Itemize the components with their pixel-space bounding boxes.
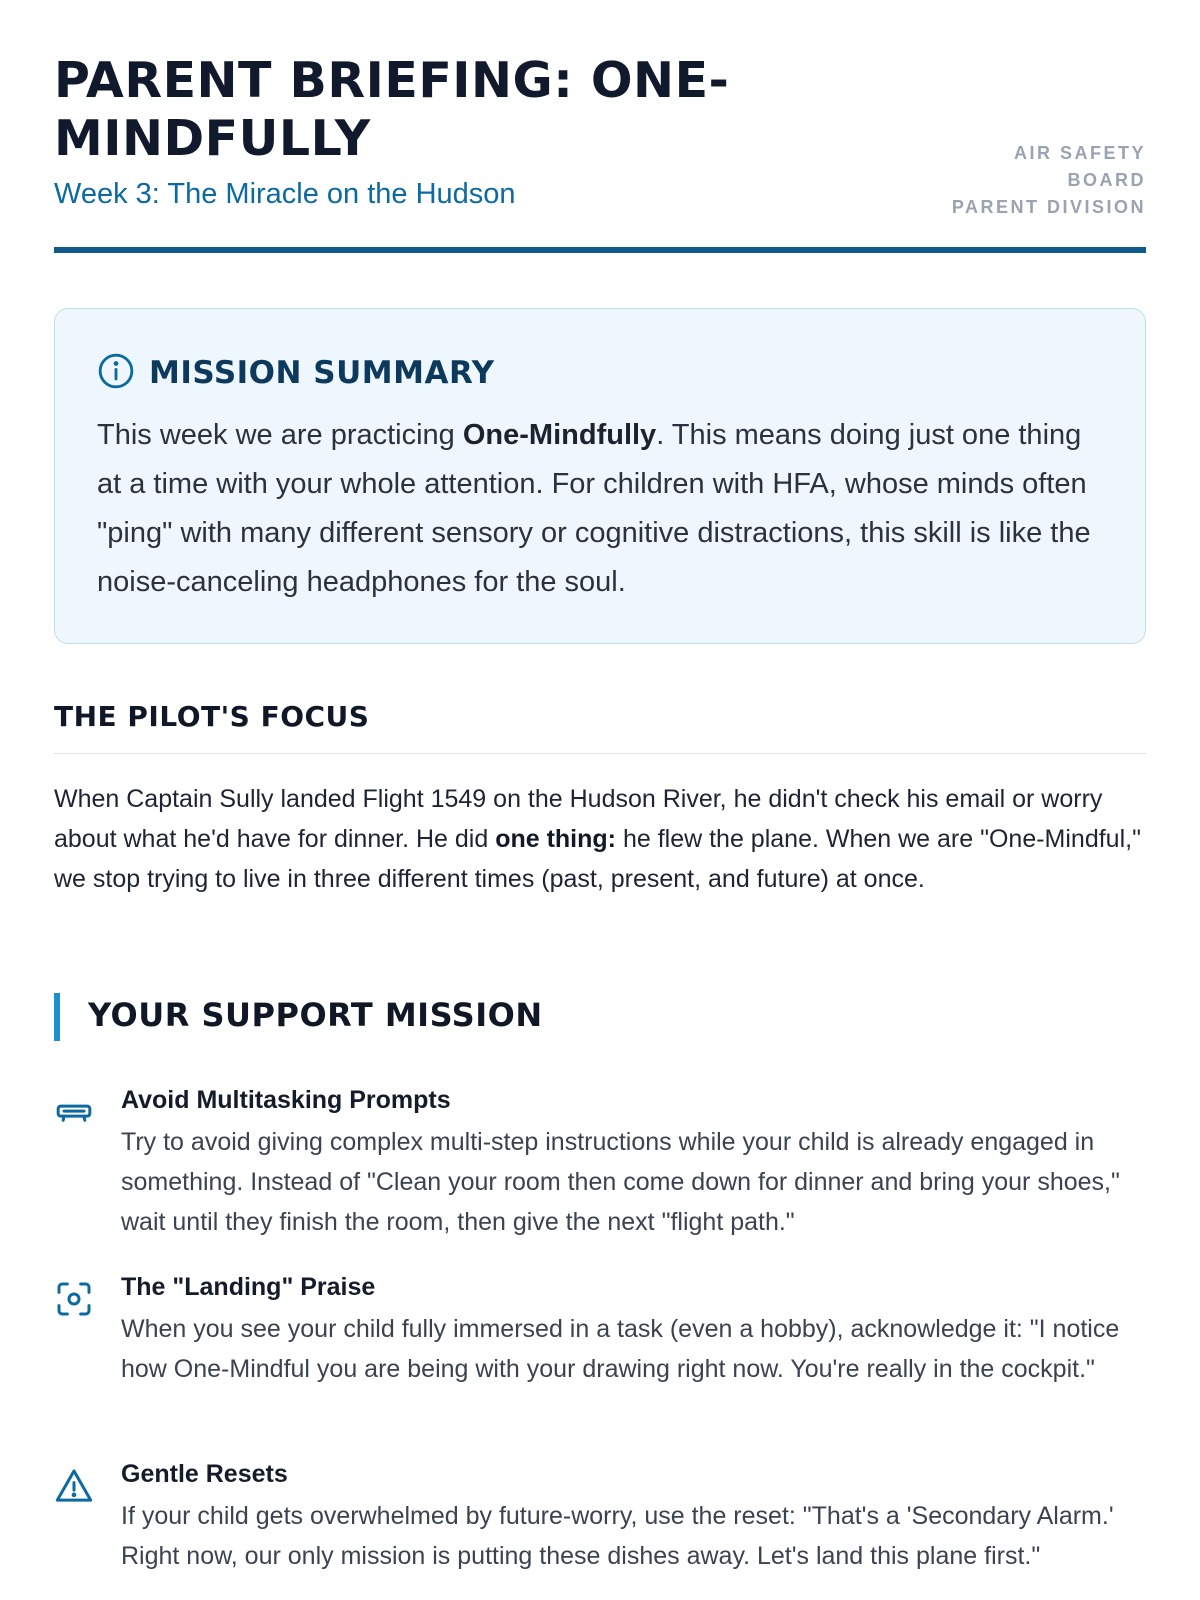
info-icon	[97, 352, 149, 395]
support-item-title: The "Landing" Praise	[121, 1273, 376, 1301]
org-label	[886, 140, 1146, 221]
org-line-3: PARENT DIVISION	[951, 197, 1146, 217]
pilot-text-end: he flew the plane. When we are "One-Mindful," we stop trying to live in three different times (past, present, and future) at once.	[54, 825, 1141, 893]
page-title: PARENT BRIEFING: ONE-MINDFULLY	[54, 52, 730, 167]
summary-text-end: . This means doing just one thing at a time with your whole attention. For children with HFA, whose minds often "ping" with many different sensory or cognitive distractions, this skill is like the noise-canceling headphones for the soul.	[97, 419, 1091, 598]
support-item-title: Gentle Resets	[121, 1460, 288, 1488]
mission-summary-box	[54, 308, 1146, 644]
org-line-1: AIR SAFETY	[1013, 143, 1146, 163]
page-subtitle: Week 3: The Miracle on the Hudson	[54, 178, 516, 210]
focus-icon	[54, 1279, 94, 1319]
header-divider	[54, 247, 1146, 253]
pilot-text-emphasis: one thing:	[495, 825, 616, 853]
support-accent-bar	[54, 993, 60, 1041]
support-item-title: Avoid Multitasking Prompts	[121, 1086, 451, 1114]
pilot-focus-text	[54, 779, 1146, 899]
mission-summary-heading	[97, 353, 495, 393]
warning-icon	[54, 1466, 94, 1506]
section-divider	[54, 753, 1146, 754]
router-icon	[54, 1092, 94, 1132]
summary-text-start: This week we are practicing	[97, 419, 463, 451]
support-mission-heading: YOUR SUPPORT MISSION	[88, 996, 543, 1034]
mission-summary-text	[97, 411, 1107, 607]
support-item-text: If your child gets overwhelmed by future-worry, use the reset: "That's a 'Secondary Alarm.' Right now, our only mission is putting these dishes away. Let's land this plane first."	[121, 1502, 1114, 1570]
pilot-focus-heading: THE PILOT'S FOCUS	[54, 700, 370, 733]
briefing-page	[54, 0, 1146, 1570]
support-item-text: When you see your child fully immersed in a task (even a hobby), acknowledge it: "I notice how One-Mindful you are being with your drawing right now. You're really in the cockpit."	[121, 1315, 1120, 1383]
header	[54, 0, 1146, 256]
summary-text-emphasis: One-Mindfully	[462, 419, 657, 451]
pilot-text-start: When Captain Sully landed Flight 1549 on the Hudson River, he didn't check his email or worry about what he'd have for dinner. He did	[54, 785, 1103, 853]
support-item-text: Try to avoid giving complex multi-step instructions while your child is already engaged in something. Instead of "Clean your room then come down for dinner and bring your shoes," wait until they finish the room, then give the next "flight path."	[121, 1128, 1120, 1236]
org-line-2: BOARD	[1067, 170, 1146, 190]
mission-summary-title: MISSION SUMMARY	[149, 355, 495, 391]
